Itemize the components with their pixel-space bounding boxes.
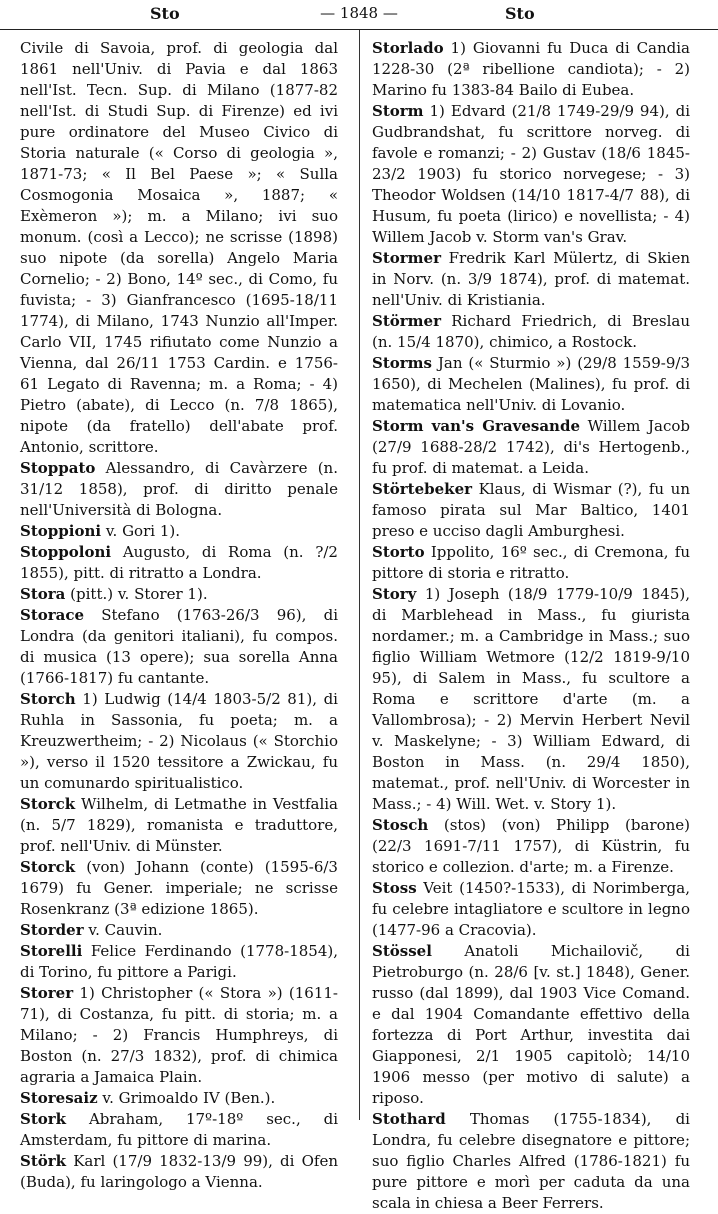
- entry-text: Veit (1450?-1533), di Norimberga, fu celebre intagliatore e scultore in legno (1477-96 a Cracovia).: [372, 879, 690, 939]
- dictionary-entry: [20, 584, 338, 605]
- entry-headword: Storesaiz: [20, 1089, 98, 1107]
- entry-text: Anatoli Michailovič, di Pietroburgo (n. 28/6 [v. st.] 1848), Gener. russo (dal 1899), dal 1903 Vice Comand. e dal 1904 Comandante effettivo della fortezza di Port Arthur, investita dai Giapponesi, 2/1 1905 capitolò; 14/10 1906 messo (per motivo di salute) a riposo.: [372, 942, 690, 1107]
- entry-text: Felice Ferdinando (1778-1854), di Torino, fu pittore a Parigi.: [20, 942, 338, 981]
- entry-headword: Stork: [20, 1110, 67, 1128]
- entry-headword: Storer: [20, 984, 74, 1002]
- dictionary-entry: [20, 1151, 338, 1193]
- entry-headword: Stoppoloni: [20, 543, 112, 561]
- entry-text: Ippolito, 16º sec., di Cremona, fu pittore di storia e ritratto.: [372, 543, 690, 582]
- entry-headword: Storms: [372, 354, 432, 372]
- entry-text: Richard Friedrich, di Breslau (n. 15/4 1870), chimico, a Rostock.: [372, 312, 690, 351]
- dictionary-entry: [20, 941, 338, 983]
- dictionary-entry: [20, 857, 338, 920]
- entry-headword: Stosch: [372, 816, 429, 834]
- entry-headword: Stormer: [372, 249, 441, 267]
- entry-text: (von) Johann (conte) (1595-6/3 1679) fu Gener. imperiale; ne scrisse Rosenkranz (3ª edizione 1865).: [20, 858, 338, 918]
- dictionary-entry: [20, 542, 338, 584]
- entry-text: 1) Christopher (« Stora ») (1611-71), di Costanza, fu pitt. di storia; m. a Milano; - 2) Francis Humphreys, di Boston (n. 27/3 1832), prof. di chimica agraria a Jamaica Plain.: [20, 984, 338, 1086]
- entry-text: v. Gori 1).: [105, 522, 180, 540]
- entry-text: Augusto, di Roma (n. ?/2 1855), pitt. di ritratto a Londra.: [20, 543, 338, 582]
- dictionary-entry: [20, 38, 338, 458]
- dictionary-entry: [372, 38, 690, 101]
- dictionary-entry: [20, 794, 338, 857]
- entry-text: (pitt.) v. Storer 1).: [70, 585, 208, 603]
- entry-headword: Störmer: [372, 312, 441, 330]
- dictionary-entry: [372, 1109, 690, 1214]
- entry-text: Willem Jacob (27/9 1688-28/2 1742), di's Hertogenb., fu prof. di matemat. a Leida.: [372, 417, 690, 477]
- entry-headword: Storto: [372, 543, 425, 561]
- entry-text: Thomas (1755-1834), di Londra, fu celebre disegnatore e pittore; suo figlio Charles Alfred (1786-1821) fu pure pittore e morì per caduta da una scala in chiesa a Beer Ferrers.: [372, 1110, 690, 1212]
- entry-text: 1) Ludwig (14/4 1803-5/2 81), di Ruhla in Sassonia, fu poeta; m. a Kreuzwertheim; - 2) Nicolaus (« Storchio »), verso il 1520 tessitore a Zwickau, fu un comunardo spiritualistico.: [20, 690, 338, 792]
- dictionary-entry: [372, 815, 690, 878]
- dictionary-entry: [20, 458, 338, 521]
- entry-text: Jan (« Sturmio ») (29/8 1559-9/3 1650), di Mechelen (Malines), fu prof. di matematica nell'Univ. di Lovanio.: [372, 354, 690, 414]
- entry-text: Civile di Savoia, prof. di geologia dal 1861 nell'Univ. di Pavia e dal 1863 nell'Ist. Tecn. Sup. di Milano (1877-82 nell'Ist. di Studi Sup. di Firenze) ed ivi pure ordinatore del Museo Civico di Storia naturale (« Corso di geologia », 1871-73; « Il Bel Paese »; « Sulla Cosmogonia Mosaica », 1887; « Exèmeron »); m. a Milano; ivi suo monum. (così a Lecco); ne scrisse (1898) suo nipote (da sorella) Angelo Maria Cornelio; - 2) Bono, 14º sec., di Como, fu fuvista; - 3) Gianfrancesco (1695-18/11 1774), di Milano, 1743 Nunzio all'Imper. Carlo VII, 1745 rifiutato come Nunzio a Vienna, dal 26/11 1753 Cardin. e 1756-61 Legato di Ravenna; m. a Roma; - 4) Pietro (abate), di Lecco (n. 7/8 1865), nipote (da fratello) dell'abate prof. Antonio, scrittore.: [20, 39, 338, 456]
- entry-headword: Stoppato: [20, 459, 96, 477]
- entry-text: 1) Giovanni fu Duca di Candia 1228-30 (2ª ribellione candiota); - 2) Marino fu 1383-84 Bailo di Eubea.: [372, 39, 690, 99]
- right-column: [372, 38, 690, 1214]
- entry-headword: Stoss: [372, 879, 417, 897]
- entry-headword: Stössel: [372, 942, 432, 960]
- dictionary-entry: [20, 983, 338, 1088]
- dictionary-entry: [372, 878, 690, 941]
- entry-text: Karl (17/9 1832-13/9 99), di Ofen (Buda), fu laringologo a Vienna.: [20, 1152, 338, 1191]
- entry-headword: Storder: [20, 921, 84, 939]
- entry-headword: Stothard: [372, 1110, 446, 1128]
- dictionary-entry: [372, 248, 690, 311]
- entry-headword: Storch: [20, 690, 76, 708]
- column-divider: [359, 30, 360, 1120]
- dictionary-entry: [20, 605, 338, 689]
- dictionary-entry: [20, 1088, 338, 1109]
- entry-headword: Storm: [372, 102, 424, 120]
- entry-text: Fredrik Karl Mülertz, di Skien in Norv. (n. 3/9 1874), prof. di matemat. nell'Univ. di Kristiania.: [372, 249, 690, 309]
- dictionary-entry: [20, 1109, 338, 1151]
- entry-headword: Storm van's Gravesande: [372, 417, 580, 435]
- dictionary-entry: [20, 920, 338, 941]
- entry-text: Wilhelm, di Letmathe in Vestfalia (n. 5/7 1829), romanista e traduttore, prof. nell'Univ. di Münster.: [20, 795, 338, 855]
- dictionary-entry: [372, 479, 690, 542]
- page-number: — 1848 —: [320, 4, 398, 22]
- entry-text: Klaus, di Wismar (?), fu un famoso pirata sul Mar Baltico, 1401 preso e ucciso dagli Amburghesi.: [372, 480, 690, 540]
- entry-headword: Story: [372, 585, 417, 603]
- left-column: [20, 38, 338, 1193]
- entry-text: Abraham, 17º-18º sec., di Amsterdam, fu pittore di marina.: [20, 1110, 338, 1149]
- entry-text: 1) Joseph (18/9 1779-10/9 1845), di Marblehead in Mass., fu giurista nordamer.; m. a Cambridge in Mass.; suo figlio William Wetmore (12/2 1819-9/10 95), di Salem in Mass., fu scultore a Roma e scrittore d'arte (m. a Vallombrosa); - 2) Mervin Herbert Nevil v. Maskelyne; - 3) William Edward, di Boston in Mass. (n. 29/4 1850), matemat., prof. nell'Univ. di Worcester in Mass.; - 4) Will. Wet. v. Story 1).: [372, 585, 690, 813]
- entry-headword: Storelli: [20, 942, 83, 960]
- dictionary-entry: [372, 311, 690, 353]
- entry-headword: Storace: [20, 606, 85, 624]
- dictionary-entry: [372, 416, 690, 479]
- entry-text: Stefano (1763-26/3 96), di Londra (da genitori italiani), fu compos. di musica (13 opere); sua sorella Anna (1766-1817) fu cantante.: [20, 606, 338, 687]
- dictionary-entry: [20, 521, 338, 542]
- dictionary-entry: [372, 584, 690, 815]
- dictionary-entry: [372, 353, 690, 416]
- dictionary-entry: [372, 542, 690, 584]
- entry-headword: Störk: [20, 1152, 67, 1170]
- entry-text: 1) Edvard (21/8 1749-29/9 94), di Gudbrandshat, fu scrittore norveg. di favole e romanzi; - 2) Gustav (18/6 1845-23/2 1903) fu storico norvegese; - 3) Theodor Woldsen (14/10 1817-4/7 88), di Husum, fu poeta (lirico) e novellista; - 4) Willem Jacob v. Storm van's Grav.: [372, 102, 690, 246]
- entry-text: v. Grimoaldo IV (Ben.).: [102, 1089, 276, 1107]
- entry-headword: Storck: [20, 858, 76, 876]
- page-header: [0, 0, 718, 30]
- dictionary-entry: [372, 101, 690, 248]
- header-left-guide-word: Sto: [150, 4, 180, 23]
- dictionary-entry: [20, 689, 338, 794]
- entry-headword: Storck: [20, 795, 76, 813]
- entry-headword: Stora: [20, 585, 66, 603]
- entry-text: v. Cauvin.: [88, 921, 163, 939]
- entry-headword: Storlado: [372, 39, 444, 57]
- entry-text: Alessandro, di Cavàrzere (n. 31/12 1858), prof. di diritto penale nell'Università di Bologna.: [20, 459, 338, 519]
- entry-headword: Stoppioni: [20, 522, 102, 540]
- header-right-guide-word: Sto: [505, 4, 535, 23]
- entry-text: (stos) (von) Philipp (barone) (22/3 1691-7/11 1757), di Küstrin, fu storico e collezion. d'arte; m. a Firenze.: [372, 816, 690, 876]
- entry-headword: Störtebeker: [372, 480, 473, 498]
- dictionary-entry: [372, 941, 690, 1109]
